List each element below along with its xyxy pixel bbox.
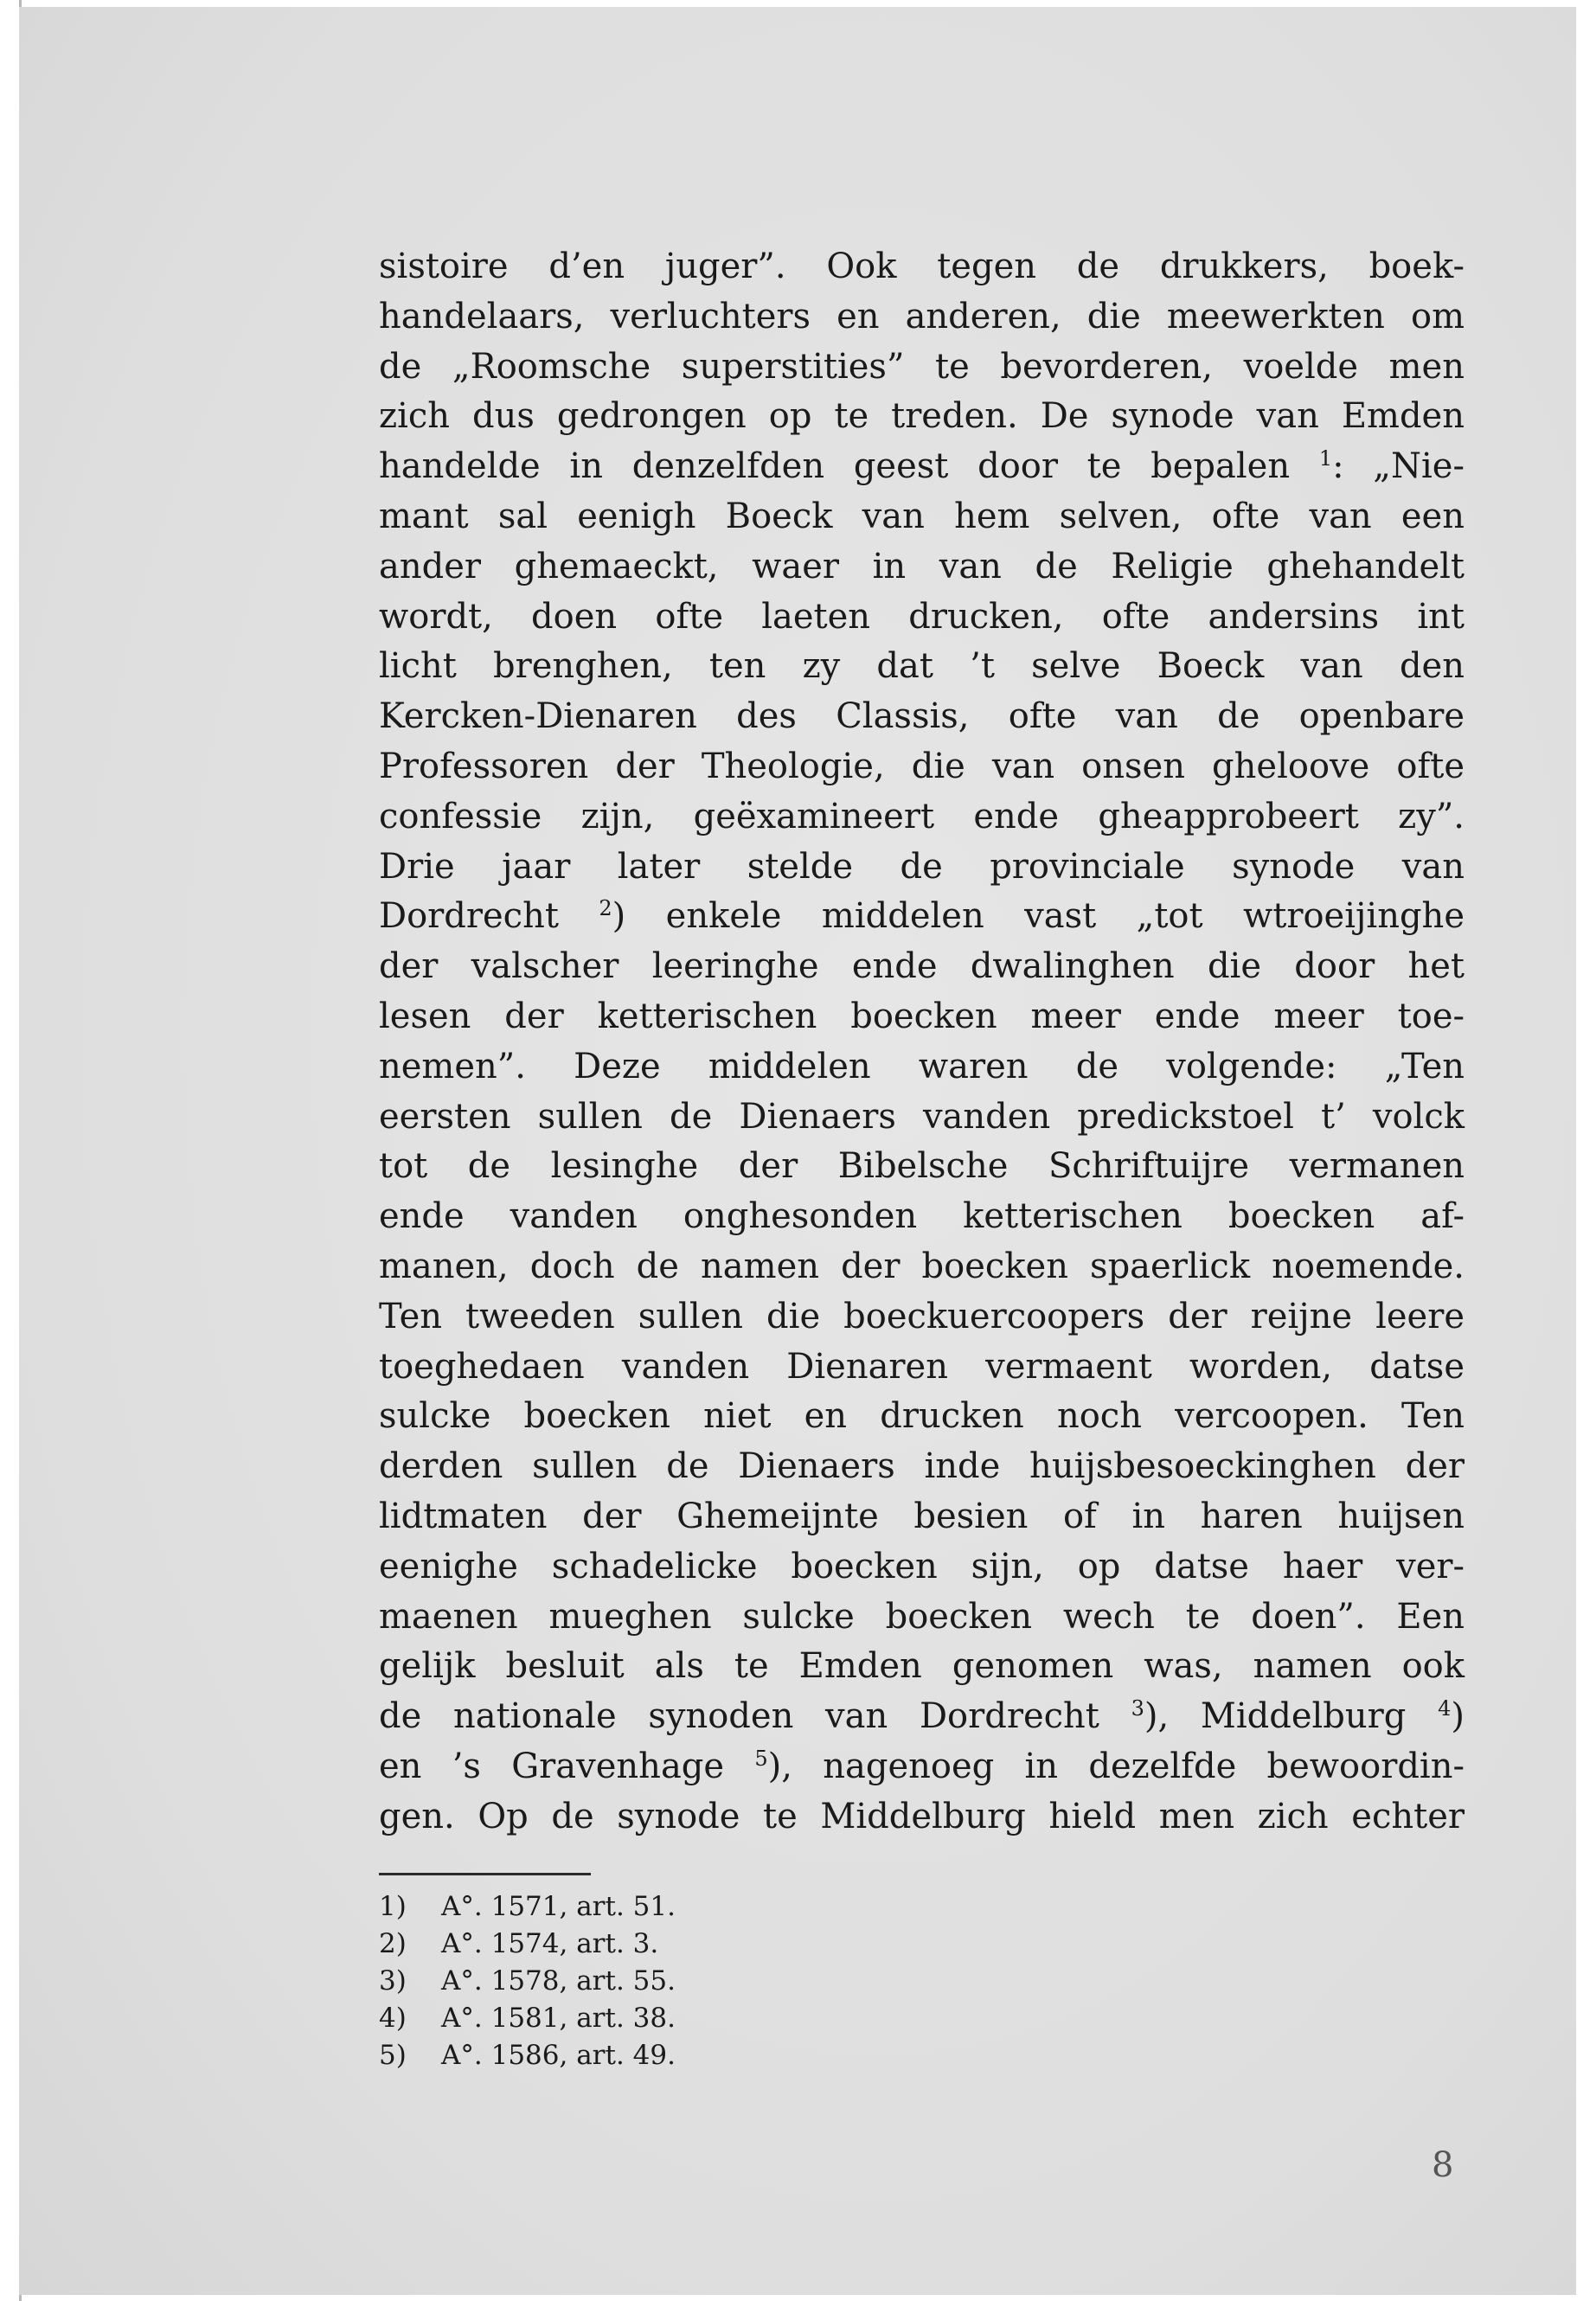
text-line: Drie jaar later stelde de provinciale synode van (379, 846, 1465, 887)
text-line: maenen mueghen sulcke boecken wech te doen”. Een (379, 1596, 1465, 1637)
footnote-text: A°. 1578, art. 55. (441, 1965, 676, 1997)
text-line: der valscher leeringhe ende dwalinghen die door het (379, 946, 1465, 987)
footnotes (379, 1888, 676, 2074)
footnote-ref: 1 (1318, 446, 1333, 471)
text-line: ende vanden onghesonden ketterischen boecken af- (379, 1196, 1465, 1237)
text-line: de nationale synoden van Dordrecht $^3$), Middelburg $^4$) (379, 1696, 1465, 1737)
text-line: de „Roomsche superstities” te bevorderen, voelde men (379, 346, 1465, 387)
body-text (379, 242, 1465, 1843)
text-segment: ), nagenoeg in dezelfde bewoordin- (767, 1746, 1465, 1786)
text-segment: ), Middelburg (1144, 1696, 1407, 1737)
footnote-ref: 2 (599, 896, 612, 921)
text-line: Professoren der Theologie, die van onsen gheloove ofte (379, 746, 1465, 786)
footnote-divider (379, 1873, 591, 1875)
text-line: ander ghemaeckt, waer in van de Religie ghehandelt (379, 546, 1465, 586)
text-segment: : „Nie- (1332, 446, 1465, 487)
footnote (379, 2000, 676, 2037)
text-segment: enkele middelen vast „tot wtroeijinghe (665, 896, 1465, 937)
text-line: derden sullen de Dienaers inde huijsbesoeckinghen der (379, 1446, 1465, 1487)
footnote (379, 1888, 676, 1926)
footnote-text: A°. 1571, art. 51. (441, 1891, 676, 1922)
footnote-mark: 3) (379, 1965, 407, 1997)
text-segment: Dordrecht (379, 896, 559, 937)
footnote-mark: 4) (379, 2003, 407, 2034)
text-line: wordt, doen ofte laeten drucken, ofte andersins int (379, 596, 1465, 637)
text-line: mant sal eenigh Boeck van hem selven, ofte van een (379, 496, 1465, 536)
footnote-ref: 5 (754, 1746, 768, 1771)
footnote-mark: 2) (379, 1928, 407, 1959)
text-line: manen, doch de namen der boecken spaerlick noemende. (379, 1246, 1465, 1286)
text-line (379, 1742, 1465, 1792)
text-line: zich dus gedrongen op te treden. De synode van Emden (379, 396, 1465, 437)
text-line: sistoire d’en juger”. Ook tegen de drukkers, boek- (379, 247, 1465, 286)
text-line: lidtmaten der Ghemeijnte besien of in haren huijsen (379, 1496, 1465, 1536)
text-line: licht brenghen, ten zy dat ’t selve Boeck van den (379, 646, 1465, 687)
text-line: tot de lesinghe der Bibelsche Schriftuijre vermanen (379, 1146, 1465, 1187)
page-number: 8 (1432, 2145, 1454, 2185)
text-line: handelaars, verluchters en anderen, die meewerkten om (379, 296, 1465, 336)
text-segment: en ’s Gravenhage (379, 1746, 725, 1786)
text-line: eersten sullen de Dienaers vanden predickstoel t’ volck (379, 1096, 1465, 1137)
footnote (379, 1926, 676, 1963)
text-line: eenighe schadelicke boecken sijn, op datse haer ver- (379, 1546, 1465, 1586)
footnote-mark: 1) (379, 1891, 407, 1922)
text-line: lesen der ketterischen boecken meer ende meer toe- (379, 996, 1465, 1036)
footnote-mark: 5) (379, 2040, 407, 2071)
text-segment: handelde in denzelfden geest door te bepalen (379, 446, 1291, 487)
text-line: toeghedaen vanden Dienaren vermaent worden, datse (379, 1346, 1465, 1387)
text-line: confessie zijn, geëxamineert ende gheapprobeert zy”. (379, 796, 1465, 836)
text-line: sulcke boecken niet en drucken noch vercoopen. Ten (379, 1396, 1465, 1437)
footnote-text: A°. 1581, art. 38. (441, 2003, 676, 2034)
text-line: Kercken-Dienaren des Classis, ofte van de openbare (379, 696, 1465, 737)
footnote (379, 2037, 676, 2074)
footnote-text: A°. 1586, art. 49. (441, 2040, 676, 2071)
footnote (379, 1963, 676, 2000)
text-line: Ten tweeden sullen die boeckuercoopers der reijne leere (379, 1296, 1465, 1336)
text-line (379, 442, 1465, 492)
text-line: gen. Op de synode te Middelburg hield men zich echter (379, 1796, 1465, 1836)
footnote-text: A°. 1574, art. 3. (441, 1928, 659, 1959)
text-line: gelijk besluit als te Emden genomen was, namen ook (379, 1646, 1465, 1687)
text-segment: de nationale synoden van Dordrecht (379, 1696, 1099, 1737)
footnote-ref: 3 (1131, 1696, 1144, 1721)
text-line: nemen”. Deze middelen waren de volgende: „Ten (379, 1046, 1465, 1086)
text-line: Dordrecht $^2$) enkele middelen vast „tot wtroeijinghe (379, 896, 1465, 937)
footnote-ref: 4 (1438, 1696, 1452, 1721)
